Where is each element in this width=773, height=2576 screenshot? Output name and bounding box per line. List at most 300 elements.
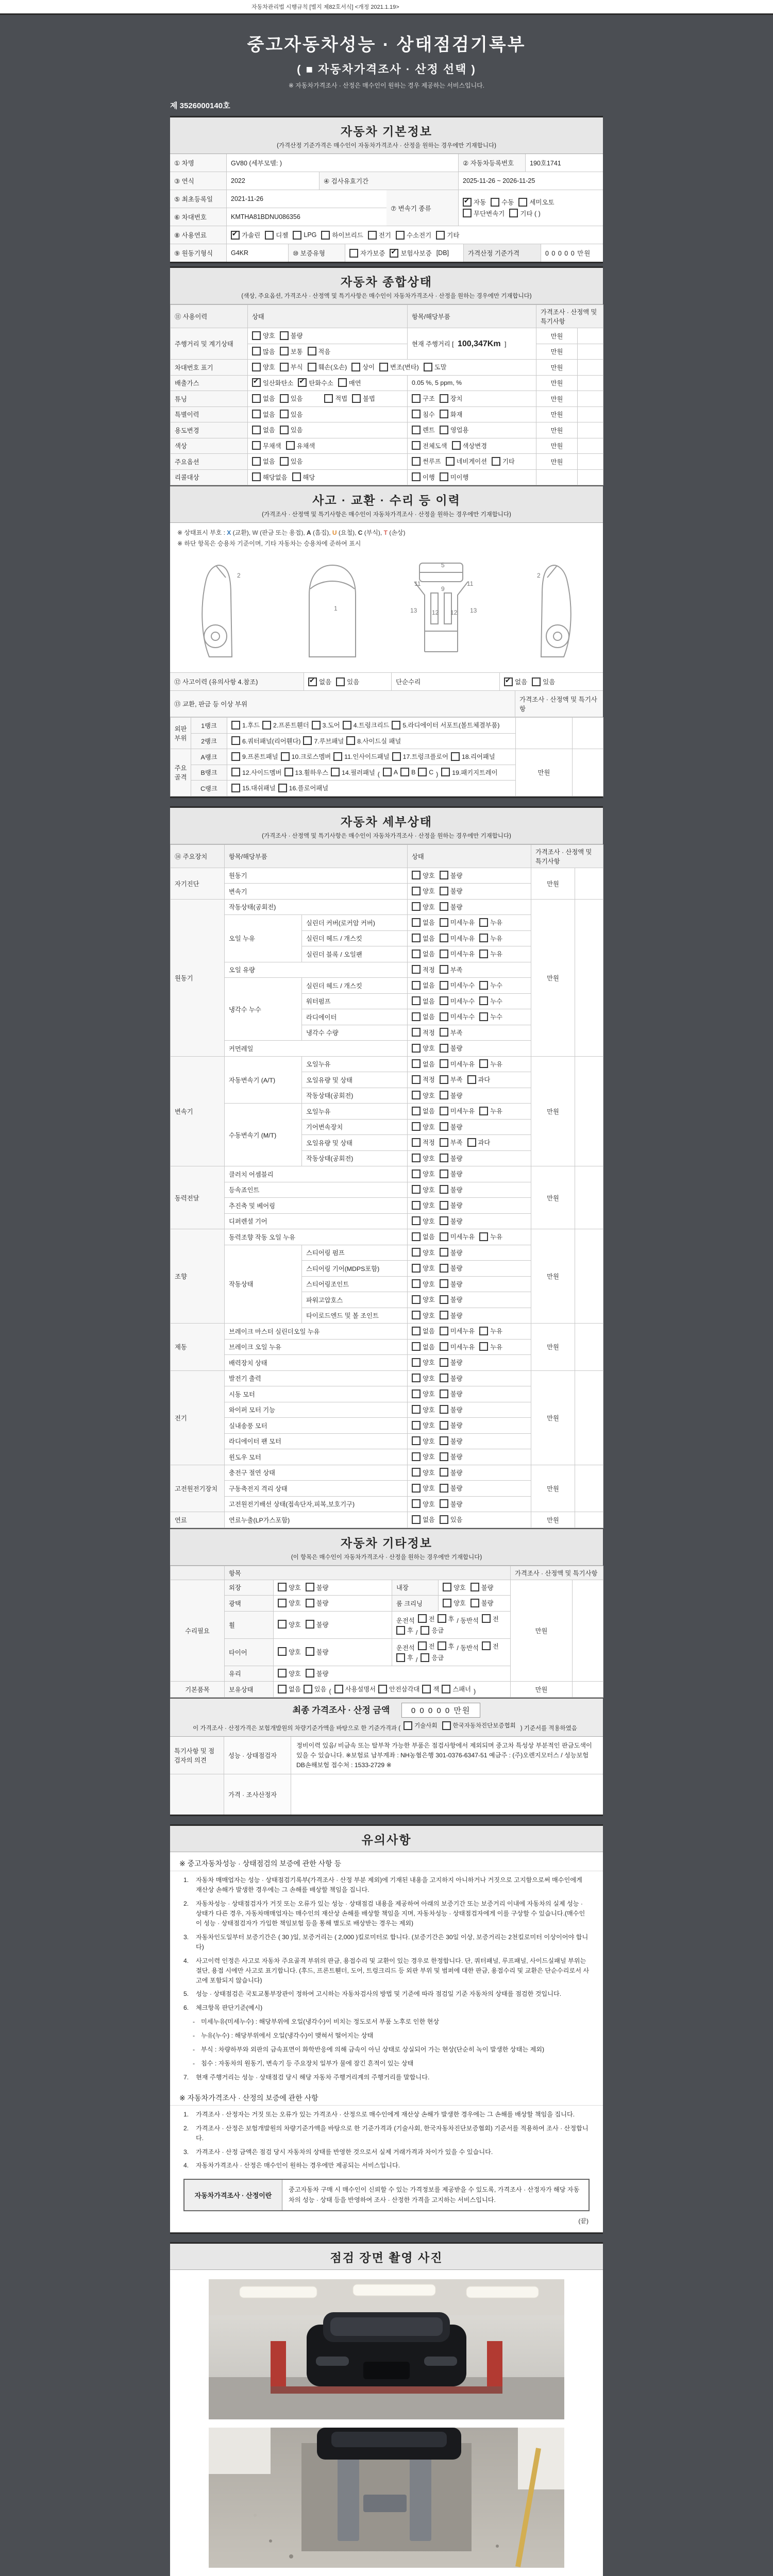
checkbox-8.사이드실 패널[interactable] xyxy=(346,736,401,745)
checkbox-사용설명서[interactable] xyxy=(334,1684,376,1693)
checkbox-없음[interactable] xyxy=(252,425,275,434)
checkbox-네비게이션[interactable] xyxy=(446,456,487,466)
checkbox-label: 있음 xyxy=(290,395,303,402)
checkbox-과다[interactable] xyxy=(467,1138,491,1147)
checkbox-하이브리드[interactable] xyxy=(321,230,363,240)
checkbox-디젤[interactable] xyxy=(265,230,288,240)
checkbox-썬루프[interactable] xyxy=(412,456,441,466)
checkbox-있음[interactable] xyxy=(336,677,359,686)
checkbox-한국자동차진단보증협회[interactable] xyxy=(442,1721,516,1730)
price-cell xyxy=(516,718,573,749)
checkbox-양호[interactable] xyxy=(278,1669,301,1678)
checkbox-없음[interactable] xyxy=(412,1342,435,1351)
checkbox-box-icon xyxy=(412,1028,421,1037)
note-cell xyxy=(575,1324,603,1371)
checkbox-양호[interactable] xyxy=(412,1248,435,1257)
checkbox-불량[interactable] xyxy=(440,871,463,880)
overall-status-card xyxy=(170,266,603,798)
checkbox-해당없음[interactable] xyxy=(252,472,288,482)
checkbox-2.프론트휀더[interactable] xyxy=(262,720,309,730)
checkbox-불량[interactable] xyxy=(440,1248,463,1257)
checkbox-box-icon xyxy=(252,441,261,450)
tuning-legal-options xyxy=(324,397,380,404)
checkbox-부식[interactable] xyxy=(280,362,303,371)
checkbox-불량[interactable] xyxy=(440,1122,463,1131)
checkbox-있음[interactable] xyxy=(280,394,303,403)
checkbox-보험사보증[interactable] xyxy=(390,248,431,258)
checkbox-누유[interactable] xyxy=(479,949,502,958)
checkbox-label: 없음 xyxy=(423,1516,435,1524)
checkbox-양호[interactable] xyxy=(443,1583,466,1592)
item-label: 파워고압호스 xyxy=(302,1292,408,1308)
checkbox-box-icon xyxy=(452,441,461,450)
checkbox-있음[interactable] xyxy=(440,1515,463,1524)
checkbox-색상변경[interactable] xyxy=(452,441,488,450)
checkbox-불량[interactable] xyxy=(306,1647,329,1656)
state-options xyxy=(408,868,531,884)
checkbox-전[interactable] xyxy=(482,1614,499,1623)
checkbox-안전삼각대[interactable] xyxy=(378,1684,419,1693)
checkbox-15.대쉬패널[interactable] xyxy=(231,783,276,792)
state-options xyxy=(408,1088,531,1104)
checkbox-적정[interactable] xyxy=(412,1138,435,1147)
checkbox-양호[interactable] xyxy=(252,331,275,340)
checkbox-없음[interactable] xyxy=(278,1684,301,1693)
checkbox-있음[interactable] xyxy=(280,456,303,466)
item-label: 워터펌프 xyxy=(302,993,408,1009)
checkbox-불량[interactable] xyxy=(470,1598,494,1607)
checkbox-6.쿼터패널(리어휀다)[interactable] xyxy=(231,736,300,745)
checkbox-도말[interactable] xyxy=(424,362,447,371)
checkbox-label: 전 xyxy=(492,1642,499,1650)
checkbox-누수[interactable] xyxy=(479,996,502,1006)
checkbox-적음[interactable] xyxy=(308,347,331,356)
checkbox-불량[interactable] xyxy=(440,1389,463,1398)
checkbox-이행[interactable] xyxy=(412,472,435,482)
item-sub-group-label: 오일 누유 xyxy=(225,915,302,962)
checkbox-11.인사이드패널[interactable] xyxy=(333,752,389,761)
text: ) xyxy=(436,771,439,778)
emission-values: 0.05 %, 5 ppm, % xyxy=(408,375,536,391)
checkbox-응급[interactable] xyxy=(421,1625,444,1635)
checkbox-누수[interactable] xyxy=(479,1012,502,1021)
checkbox-불량[interactable] xyxy=(280,331,303,340)
checkbox-양호[interactable] xyxy=(412,1452,435,1461)
checkbox-불량[interactable] xyxy=(440,1405,463,1414)
checkbox-box-icon xyxy=(280,363,289,371)
checkbox-양호[interactable] xyxy=(412,1389,435,1398)
checkbox-없음[interactable] xyxy=(412,949,435,958)
checkbox-label: 안전삼각대 xyxy=(389,1686,420,1693)
text: / 동반석 xyxy=(457,1645,479,1652)
checkbox-상이[interactable] xyxy=(351,362,375,371)
checkbox-없음[interactable] xyxy=(308,677,331,686)
exterior-label: 외장 xyxy=(225,1580,274,1596)
checkbox-양호[interactable] xyxy=(412,1216,435,1226)
checkbox-없음[interactable] xyxy=(412,918,435,927)
checkbox-적정[interactable] xyxy=(412,1075,435,1084)
checkbox-불량[interactable] xyxy=(440,902,463,911)
checkbox-box-icon xyxy=(440,1028,448,1037)
checkbox-양호[interactable] xyxy=(252,362,275,371)
state-options xyxy=(408,899,531,915)
checkbox-있음[interactable] xyxy=(280,410,303,419)
checkbox-미세누수[interactable] xyxy=(440,1012,475,1021)
checkbox-label: 18.리어패널 xyxy=(462,753,495,761)
checkbox-적정[interactable] xyxy=(412,1028,435,1037)
car-diagram-underbody xyxy=(402,559,479,662)
checkbox-미세누수[interactable] xyxy=(440,980,475,990)
note-item xyxy=(170,2031,603,2041)
checkbox-양호[interactable] xyxy=(412,886,435,895)
price-cell: 만원 xyxy=(531,1512,575,1528)
checkbox-기술사회[interactable] xyxy=(404,1721,437,1730)
room-cleaning-label: 룸 크리닝 xyxy=(392,1596,439,1612)
checkbox-불량[interactable] xyxy=(440,1279,463,1289)
checkbox-적정[interactable] xyxy=(412,965,435,974)
checkbox-누유[interactable] xyxy=(479,1326,502,1335)
checkbox-양호[interactable] xyxy=(412,1279,435,1289)
checkbox-누유[interactable] xyxy=(479,934,502,943)
checkbox-4.트렁크리드[interactable] xyxy=(343,720,390,730)
checkbox-label: 응급 xyxy=(431,1654,444,1662)
checkbox-불량[interactable] xyxy=(440,1374,463,1383)
checkbox-양호[interactable] xyxy=(412,1420,435,1430)
checkbox-양호[interactable] xyxy=(412,1091,435,1100)
checkbox-3.도어[interactable] xyxy=(312,720,340,730)
checkbox-기타[interactable] xyxy=(436,230,459,240)
checkbox-label: C xyxy=(429,768,434,776)
checkbox-box-icon xyxy=(304,1685,312,1693)
checkbox-1.후드[interactable] xyxy=(231,720,260,730)
legend-token: T xyxy=(383,529,388,536)
item-label: 윈도우 모터 xyxy=(225,1449,408,1465)
checkbox-양호[interactable] xyxy=(412,1436,435,1446)
checkbox-없음[interactable] xyxy=(412,934,435,943)
checkbox-일산화탄소[interactable] xyxy=(252,378,293,387)
other-table xyxy=(170,1566,603,1698)
checkbox-label: 1.후드 xyxy=(242,722,260,730)
checkbox-양호[interactable] xyxy=(412,1499,435,1509)
checkbox-자가보증[interactable] xyxy=(349,248,385,258)
checkbox-불량[interactable] xyxy=(306,1598,329,1607)
price-cell: 만원 xyxy=(531,1056,575,1166)
checkbox-기타[interactable] xyxy=(492,456,515,466)
checkbox-후[interactable] xyxy=(396,1625,413,1635)
checkbox-누수[interactable] xyxy=(479,980,502,990)
checkbox-불량[interactable] xyxy=(440,1154,463,1163)
car-diagram-roof xyxy=(294,559,371,662)
checkbox-미세누수[interactable] xyxy=(440,996,475,1006)
checkbox-box-icon xyxy=(412,472,421,481)
checkbox-양호[interactable] xyxy=(412,871,435,880)
checkbox-탄화수소[interactable] xyxy=(298,378,333,387)
legend-token: (요철), xyxy=(337,529,358,536)
checkbox-응급[interactable] xyxy=(421,1653,444,1662)
checkbox-없음[interactable] xyxy=(252,410,275,419)
checkbox-수소전기[interactable] xyxy=(396,230,431,240)
checkbox-9.프론트패널[interactable] xyxy=(231,752,278,761)
checkbox-불량[interactable] xyxy=(306,1669,329,1678)
note-number: - xyxy=(193,2046,195,2054)
checkbox-label: 부족 xyxy=(450,966,463,974)
checkbox-양호[interactable] xyxy=(412,1154,435,1163)
checkbox-후[interactable] xyxy=(438,1614,455,1623)
checkbox-미세누유[interactable] xyxy=(440,1326,475,1335)
checkbox-18.리어패널[interactable] xyxy=(451,752,495,761)
checkbox-양호[interactable] xyxy=(412,1374,435,1383)
checkbox-양호[interactable] xyxy=(443,1598,466,1607)
checkbox-불량[interactable] xyxy=(440,1483,463,1493)
checkbox-전체도색[interactable] xyxy=(412,441,447,450)
checkbox-LPG[interactable] xyxy=(293,231,316,240)
state-options xyxy=(408,978,531,994)
checkbox-label: 하이브리드 xyxy=(332,232,363,239)
checkbox-label: 2.프론트휀더 xyxy=(273,722,309,730)
checkbox-box-icon xyxy=(440,1484,448,1493)
checkbox-양호[interactable] xyxy=(412,1122,435,1131)
checkbox-불량[interactable] xyxy=(440,1499,463,1509)
checkbox-양호[interactable] xyxy=(412,1468,435,1477)
checkbox-양호[interactable] xyxy=(412,1043,435,1053)
checkbox-불량[interactable] xyxy=(440,1436,463,1446)
checkbox-자동[interactable] xyxy=(463,197,486,207)
checkbox-없음[interactable] xyxy=(412,1106,435,1115)
checkbox-없음[interactable] xyxy=(412,1326,435,1335)
checkbox-양호[interactable] xyxy=(412,902,435,911)
checkbox-미세누유[interactable] xyxy=(440,934,475,943)
checkbox-미세누유[interactable] xyxy=(440,949,475,958)
checkbox-label: 미세누수 xyxy=(450,1013,475,1021)
checkbox-양호[interactable] xyxy=(412,1200,435,1210)
checkbox-부족[interactable] xyxy=(440,1075,463,1084)
checkbox-잭[interactable] xyxy=(422,1684,439,1693)
checkbox-불량[interactable] xyxy=(470,1583,494,1592)
checkbox-양호[interactable] xyxy=(278,1598,301,1607)
checkbox-19.패키지트레이[interactable] xyxy=(441,768,497,777)
checkbox-렌트[interactable] xyxy=(412,425,435,434)
checkbox-box-icon xyxy=(252,378,261,387)
checkbox-box-icon xyxy=(440,1107,448,1115)
checkbox-10.크로스멤버[interactable] xyxy=(281,752,331,761)
note-item xyxy=(170,1956,603,1986)
checkbox-box-icon xyxy=(440,918,448,927)
checkbox-불량[interactable] xyxy=(440,1295,463,1304)
checkbox-17.트렁크플로어[interactable] xyxy=(392,752,448,761)
checkbox-미세누유[interactable] xyxy=(440,1106,475,1115)
checkbox-label: 불량 xyxy=(450,872,463,879)
checkbox-16.플로어패널[interactable] xyxy=(278,783,329,792)
checkbox-양호[interactable] xyxy=(412,1169,435,1178)
checkbox-불량[interactable] xyxy=(440,1420,463,1430)
note-number: 3. xyxy=(183,1933,189,1941)
checkbox-있음[interactable] xyxy=(280,425,303,434)
checkbox-부족[interactable] xyxy=(440,1138,463,1147)
checkbox-box-icon xyxy=(412,1154,421,1162)
checkbox-불량[interactable] xyxy=(440,1358,463,1367)
checkbox-유채색[interactable] xyxy=(286,441,315,450)
checkbox-전[interactable] xyxy=(482,1641,499,1651)
checkbox-화재[interactable] xyxy=(440,410,463,419)
checkbox-스패너[interactable] xyxy=(442,1684,471,1693)
checkbox-후[interactable] xyxy=(396,1653,413,1662)
checkbox-label: 불량 xyxy=(450,1217,463,1225)
checkbox-box-icon xyxy=(280,457,289,466)
checkbox-label: 변조(변타) xyxy=(390,364,419,371)
checkbox-불량[interactable] xyxy=(306,1583,329,1592)
checkbox-box-icon xyxy=(412,1170,421,1178)
checkbox-불량[interactable] xyxy=(440,1200,463,1210)
checkbox-양호[interactable] xyxy=(412,1358,435,1367)
checkbox-box-icon xyxy=(306,1583,314,1591)
checkbox-영업용[interactable] xyxy=(440,425,469,434)
checkbox-없음[interactable] xyxy=(412,1012,435,1021)
checkbox-없음[interactable] xyxy=(412,1232,435,1241)
checkbox-box-icon xyxy=(436,231,445,240)
checkbox-매연[interactable] xyxy=(338,378,361,387)
checkbox-14.필러패널[interactable] xyxy=(331,768,375,777)
checkbox-전[interactable] xyxy=(418,1641,435,1651)
checkbox-box-icon xyxy=(252,426,261,434)
checkbox-12.사이드멤버[interactable] xyxy=(231,768,282,777)
checkbox-5.라디에이터 서포트(볼트체결부품)[interactable] xyxy=(392,720,499,730)
checkbox-불량[interactable] xyxy=(440,1169,463,1178)
price-cell: 만원 xyxy=(531,1166,575,1229)
checkbox-없음[interactable] xyxy=(504,677,527,686)
checkbox-불량[interactable] xyxy=(440,1452,463,1461)
checkbox-적법[interactable] xyxy=(324,394,347,403)
checkbox-label: 불량 xyxy=(481,1600,494,1607)
checkbox-불량[interactable] xyxy=(306,1620,329,1629)
checkbox-가솔린[interactable] xyxy=(231,230,260,240)
checkbox-기타 ( )[interactable] xyxy=(509,209,540,218)
checkbox-과다[interactable] xyxy=(467,1075,491,1084)
checkbox-전기[interactable] xyxy=(368,230,391,240)
checkbox-C[interactable] xyxy=(418,768,433,776)
checkbox-없음[interactable] xyxy=(252,456,275,466)
checkbox-전[interactable] xyxy=(418,1614,435,1623)
checkbox-미이행[interactable] xyxy=(440,472,469,482)
rank-table xyxy=(170,717,603,796)
checkbox-미세누유[interactable] xyxy=(440,1059,475,1069)
state-options xyxy=(408,1041,531,1057)
note-item xyxy=(170,2073,603,2082)
checkbox-label: 양호 xyxy=(423,1202,435,1210)
checkbox-수동[interactable] xyxy=(491,197,514,207)
checkbox-없음[interactable] xyxy=(252,394,275,403)
checkbox-있음[interactable] xyxy=(532,677,555,686)
checkbox-없음[interactable] xyxy=(412,980,435,990)
emission-label: 배출가스 xyxy=(171,375,248,391)
checkbox-변조(변타)[interactable] xyxy=(379,362,419,371)
checkbox-불량[interactable] xyxy=(440,1311,463,1320)
checkbox-label: 전 xyxy=(492,1615,499,1623)
checkbox-장치[interactable] xyxy=(440,394,463,403)
checkbox-후[interactable] xyxy=(438,1641,455,1651)
checkbox-미세누유[interactable] xyxy=(440,1342,475,1351)
checkbox-불량[interactable] xyxy=(440,1468,463,1477)
checkbox-label: 기타 xyxy=(502,458,515,465)
state-options xyxy=(408,1229,531,1245)
checkbox-해당[interactable] xyxy=(292,472,315,482)
checkbox-box-icon xyxy=(278,1599,287,1607)
checkbox-양호[interactable] xyxy=(412,1405,435,1414)
checkbox-불량[interactable] xyxy=(440,1043,463,1053)
checkbox-없음[interactable] xyxy=(412,1515,435,1524)
checkbox-양호[interactable] xyxy=(412,1483,435,1493)
checkbox-box-icon xyxy=(284,768,293,776)
rank2-parts xyxy=(227,733,516,749)
checkbox-양호[interactable] xyxy=(278,1620,301,1629)
checkbox-보통[interactable] xyxy=(280,347,303,356)
checkbox-box-icon xyxy=(412,1216,421,1225)
checkbox-누유[interactable] xyxy=(479,1059,502,1069)
checkbox-box-icon xyxy=(292,472,301,481)
checkbox-box-icon xyxy=(333,752,342,761)
checkbox-불량[interactable] xyxy=(440,1091,463,1100)
checkbox-양호[interactable] xyxy=(278,1647,301,1656)
checkbox-불량[interactable] xyxy=(440,1263,463,1273)
checkbox-불량[interactable] xyxy=(440,886,463,895)
notes-sec1-list xyxy=(170,1875,603,2082)
checkbox-침수[interactable] xyxy=(412,410,435,419)
checkbox-양호[interactable] xyxy=(412,1185,435,1194)
checkbox-있음[interactable] xyxy=(304,1684,327,1693)
checkbox-label: 불량 xyxy=(450,1391,463,1398)
checkbox-많음[interactable] xyxy=(252,347,275,356)
checkbox-label: 불량 xyxy=(450,1406,463,1414)
checkbox-누유[interactable] xyxy=(479,918,502,927)
checkbox-불량[interactable] xyxy=(440,1185,463,1194)
checkbox-누유[interactable] xyxy=(479,1106,502,1115)
checkbox-부족[interactable] xyxy=(440,1028,463,1037)
checkbox-무단변속기[interactable] xyxy=(463,209,505,218)
checkbox-무채색[interactable] xyxy=(252,441,281,450)
checkbox-label: 후 xyxy=(407,1627,413,1635)
legend-token: ※ 상태표시 부호 : xyxy=(177,529,227,536)
checkbox-box-icon xyxy=(479,934,488,942)
checkbox-세미오토[interactable] xyxy=(518,197,554,207)
checkbox-양호[interactable] xyxy=(412,1295,435,1304)
checkbox-label: 있음 xyxy=(290,411,303,418)
checkbox-미세누유[interactable] xyxy=(440,918,475,927)
note-text: 침수 : 자동차의 원동기, 변속기 등 주요장치 일부가 물에 잠긴 흔적이 있는 상태 xyxy=(201,2060,414,2067)
mileage-amount-options xyxy=(248,344,408,360)
field-engine-type-label: ⑨ 원동기형식 xyxy=(170,244,227,262)
checkbox-양호[interactable] xyxy=(412,1263,435,1273)
checkbox-불법[interactable] xyxy=(352,394,375,403)
checkbox-누유[interactable] xyxy=(479,1342,502,1351)
checkbox-7.루브패널[interactable] xyxy=(303,736,344,745)
checkbox-훼손(오손)[interactable] xyxy=(308,362,347,371)
checkbox-누유[interactable] xyxy=(479,1232,502,1241)
checkbox-B[interactable] xyxy=(400,768,415,776)
checkbox-없음[interactable] xyxy=(412,996,435,1006)
checkbox-구조[interactable] xyxy=(412,394,435,403)
checkbox-불량[interactable] xyxy=(440,1216,463,1226)
checkbox-미세누유[interactable] xyxy=(440,1232,475,1241)
checkbox-양호[interactable] xyxy=(278,1583,301,1592)
checkbox-부족[interactable] xyxy=(440,965,463,974)
checkbox-box-icon xyxy=(422,1685,431,1693)
checkbox-label: 양호 xyxy=(423,1391,435,1398)
checkbox-box-icon xyxy=(440,410,448,418)
checkbox-A[interactable] xyxy=(383,768,398,776)
checkbox-13.휠하우스[interactable] xyxy=(284,768,329,777)
checkbox-양호[interactable] xyxy=(412,1311,435,1320)
checkbox-label: 양호 xyxy=(423,903,435,911)
checkbox-없음[interactable] xyxy=(412,1059,435,1069)
